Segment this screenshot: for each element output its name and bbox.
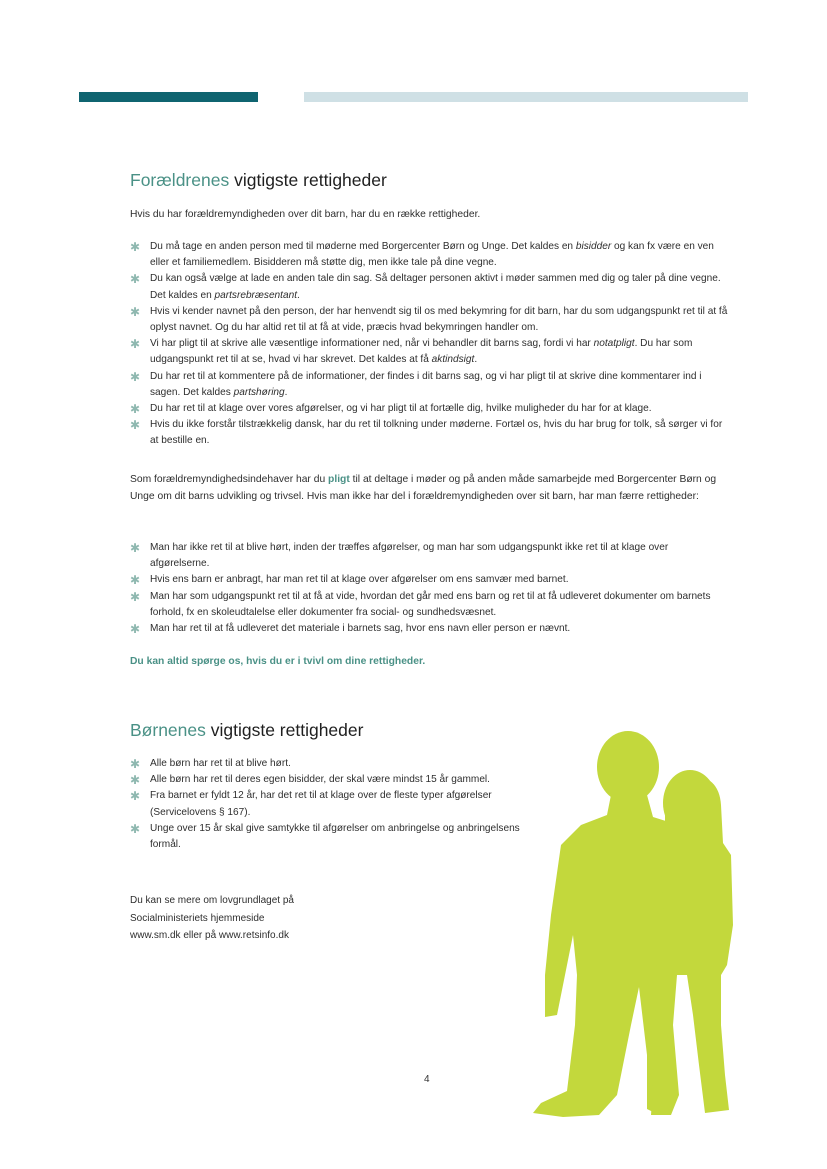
more-info-text: Du kan se mere om lovgrundlaget på Socialministeriets hjemmeside www.sm.dk eller på www.retsinfo.dk <box>130 895 294 941</box>
list-item: ✱ Du har ret til at klage over vores afgørelser, og vi har pligt til at fortælle dig, hvilke muligheder du har for at klage. <box>130 402 652 417</box>
asterisk-bullet-icon: ✱ <box>130 337 141 352</box>
parents-intro: Hvis du har forældremyndigheden over dit barn, har du en række rettigheder. <box>130 209 481 220</box>
children-rights-list <box>130 756 530 853</box>
ask-us-note: Du kan altid spørge os, hvis du er i tvivl om dine rettigheder. <box>130 656 426 667</box>
children-rights-heading <box>130 720 363 741</box>
list-item: ✱ Man har som udgangspunkt ret til at få at vide, hvordan det går med ens barn og ret til at få udleveret dokumenter om barnets forhold, fx en skoleudtalelse eller dokumenter fra social- og sundhedsvæsnet. <box>130 589 711 618</box>
list-item: ✱ Hvis ens barn er anbragt, har man ret til at klage over afgørelser om ens samvær med barnet. <box>130 573 569 588</box>
list-item: ✱ Man har ikke ret til at blive hørt, inden der træffes afgørelser, og man har som udgangspunkt ikke ret til at klage over afgørelserne. <box>130 541 669 570</box>
young-people-silhouette <box>515 725 755 1120</box>
asterisk-bullet-icon: ✱ <box>130 589 141 604</box>
asterisk-bullet-icon: ✱ <box>130 369 141 384</box>
asterisk-bullet-icon: ✱ <box>130 272 141 287</box>
asterisk-bullet-icon: ✱ <box>130 418 141 433</box>
parents-rights-list <box>130 239 730 450</box>
list-item: ✱ Alle børn har ret til deres egen bisidder, der skal være mindst 15 år gammel. <box>130 773 490 788</box>
heading-rest: vigtigste rettigheder <box>229 170 387 190</box>
asterisk-bullet-icon: ✱ <box>130 821 141 836</box>
asterisk-bullet-icon: ✱ <box>130 541 141 555</box>
asterisk-bullet-icon: ✱ <box>130 402 141 417</box>
asterisk-bullet-icon: ✱ <box>130 304 141 319</box>
page-number: 4 <box>424 1074 430 1085</box>
heading-accent-word: Børnenes <box>130 720 206 740</box>
list-item: ✱ Vi har pligt til at skrive alle væsentlige informationer ned, når vi behandler dit barns sag, fordi vi har notatpligt. Du har som udgangspunkt ret til at se, hvad vi har skrevet. Det kaldes at få aktindsigt. <box>130 337 693 366</box>
list-item: ✱ Du har ret til at kommentere på de informationer, der findes i dit barns sag, og vi har pligt til at skrive dine kommentarer ind i sagen. Det kaldes partshøring. <box>130 369 702 398</box>
list-item: ✱ Alle børn har ret til at blive hørt. <box>130 757 291 771</box>
asterisk-bullet-icon: ✱ <box>130 240 141 254</box>
list-item: ✱ Hvis vi kender navnet på den person, der har henvendt sig til os med bekymring for dit barn, har du som udgangspunkt ret til at få oplyst navnet. Og du har altid ret til at få at vide, præcis hvad bekymringen handler om. <box>130 304 728 334</box>
asterisk-bullet-icon: ✱ <box>130 573 141 588</box>
header-bar-dark <box>79 92 258 102</box>
parents-rights-heading <box>130 170 387 191</box>
asterisk-bullet-icon: ✱ <box>130 622 141 637</box>
custody-paragraph: Som forældremyndighedsindehaver har du pligt til at deltage i møder og på anden måde samarbejde med Borgercenter Børn og Unge om dit barns udvikling og trivsel. Hvis man ikke har del i forældremyndigheden over sit barn, har man færre rettigheder: <box>130 474 717 503</box>
heading-accent-word: Forældrenes <box>130 170 230 190</box>
list-item: ✱ Hvis du ikke forstår tilstrækkelig dansk, har du ret til tolkning under møderne. Fortæl os, hvis du har brug for tolk, så sørger vi for at bestille en. <box>130 418 723 447</box>
header-bar-light <box>304 92 748 102</box>
list-item: ✱ Fra barnet er fyldt 12 år, har det ret til at klage over de fleste typer afgørelser (Servicelovens § 167). <box>130 789 492 818</box>
links-text: www.sm.dk eller på www.retsinfo.dk <box>130 930 289 941</box>
asterisk-bullet-icon: ✱ <box>130 757 141 771</box>
list-item: ✱ Du må tage en anden person med til møderne med Borgercenter Børn og Unge. Det kaldes en bisidder og kan fx være en ven eller et familiemedlem. Bisidderen må støtte dig, men ikke tale på dine vegne. <box>130 240 714 269</box>
heading-rest: vigtigste rettigheder <box>205 720 364 740</box>
list-item: ✱ Man har ret til at få udleveret det materiale i barnets sag, hvor ens navn eller person er nævnt. <box>130 622 571 637</box>
pligt-highlight: pligt <box>328 474 350 485</box>
asterisk-bullet-icon: ✱ <box>130 789 141 804</box>
non-custody-rights-list <box>130 540 730 637</box>
list-item: ✱ Unge over 15 år skal give samtykke til afgørelser om anbringelse og anbringelsens formål. <box>130 821 520 851</box>
asterisk-bullet-icon: ✱ <box>130 773 141 788</box>
list-item: ✱ Du kan også vælge at lade en anden tale din sag. Så deltager personen aktivt i møder sammen med dig og taler på dine vegne. Det kaldes en partsrebræsentant. <box>130 272 721 301</box>
